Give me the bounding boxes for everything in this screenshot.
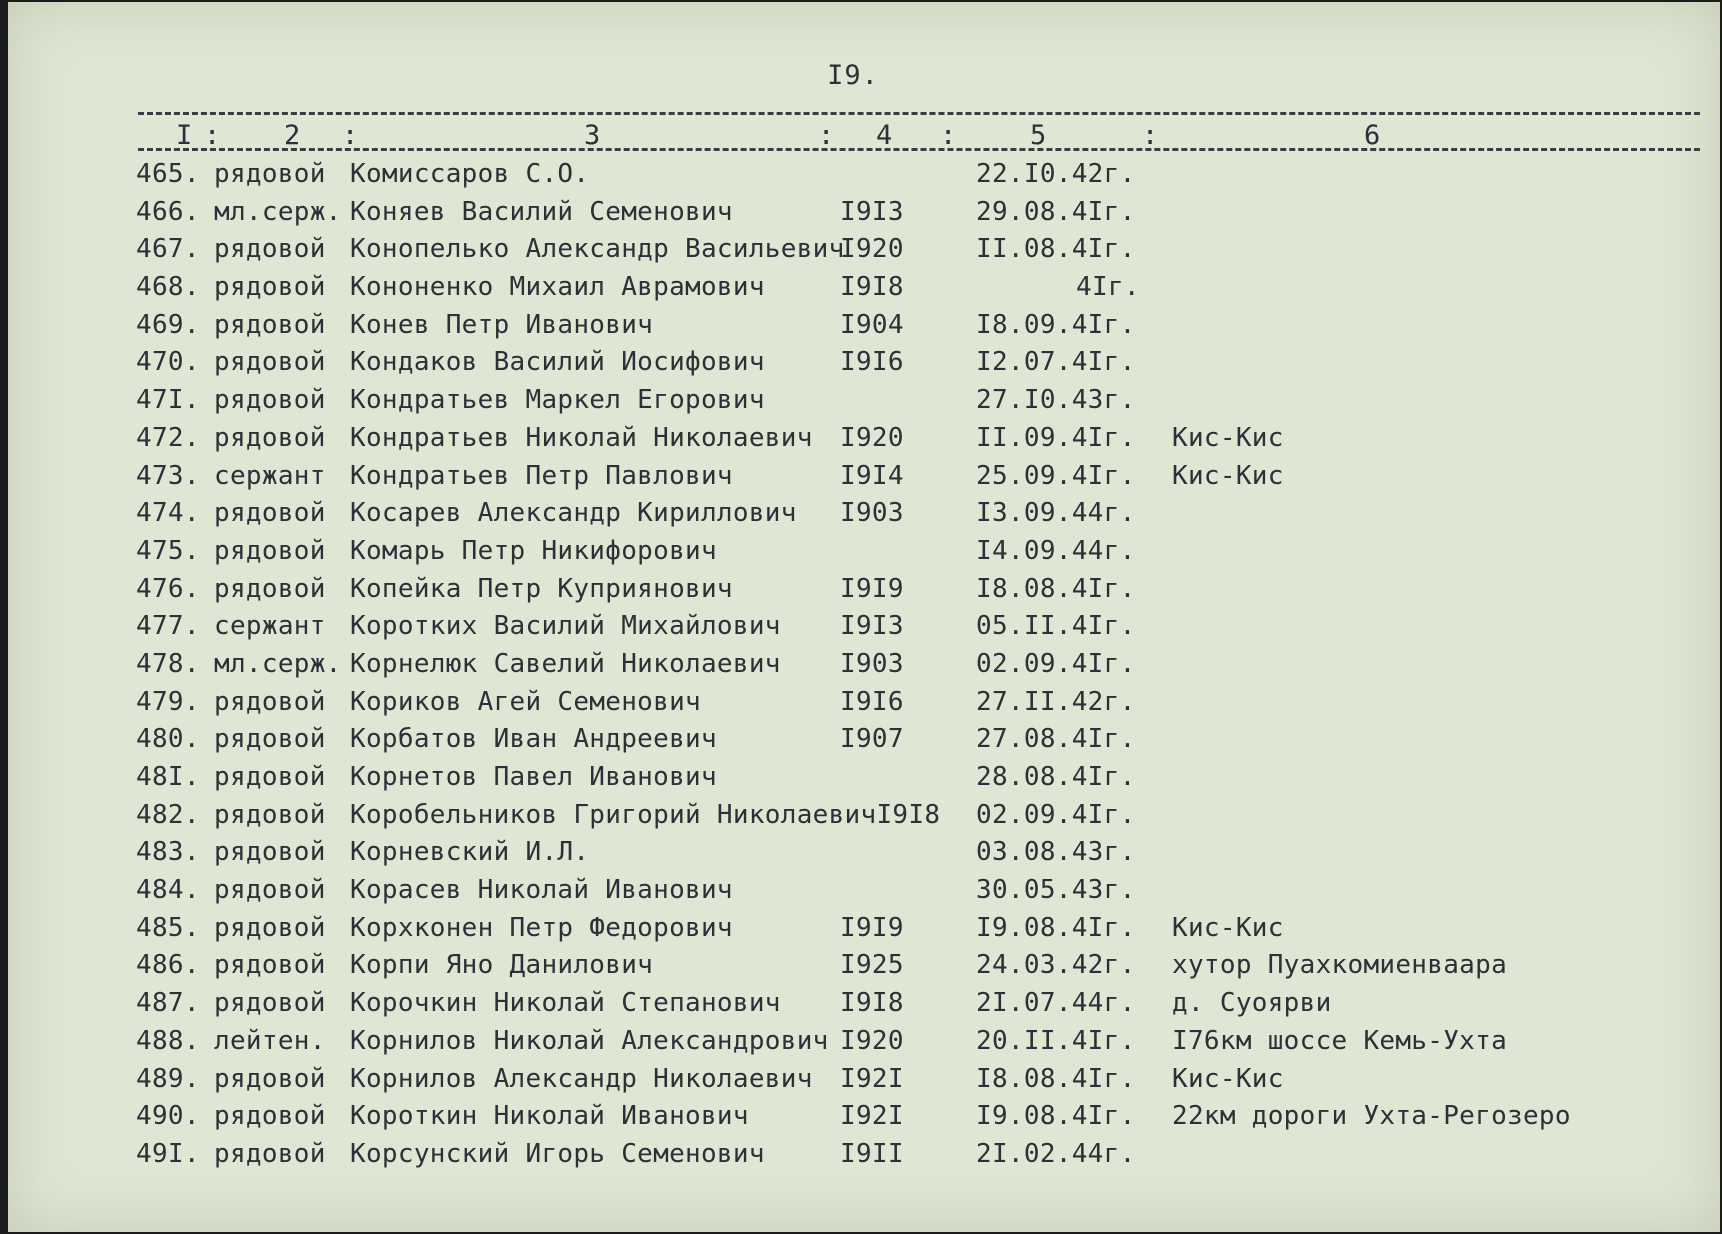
name-cell: Корхконен Петр Федорович (350, 912, 733, 943)
table-row (8, 534, 1720, 572)
date-cell: I9.08.4Iг. (976, 1101, 1136, 1132)
column-header-2: 2 (284, 120, 301, 151)
rank-cell: рядовой (214, 573, 326, 604)
place-cell: Кис-Кис (1172, 422, 1284, 453)
record-number: 470. (136, 347, 200, 378)
table-row (8, 1099, 1720, 1137)
record-number: 465. (136, 159, 200, 189)
date-cell: II.08.4Iг. (976, 234, 1136, 265)
rank-cell: рядовой (214, 159, 326, 189)
column-separator: : (1142, 120, 1159, 151)
record-number: 466. (136, 196, 200, 227)
rank-cell: рядовой (214, 988, 326, 1019)
date-cell: II.09.4Iг. (976, 422, 1136, 453)
table-row (8, 798, 1720, 836)
name-cell: Корбатов Иван Андреевич (350, 724, 717, 755)
name-cell: Корневский И.Л. (350, 837, 590, 868)
table-row (8, 1024, 1720, 1062)
record-number: 490. (136, 1101, 200, 1132)
rank-cell: рядовой (214, 234, 326, 265)
rank-cell: сержант (214, 611, 326, 642)
birth-year-cell: I903 (840, 648, 904, 679)
rank-cell: мл.серж. (214, 196, 342, 227)
column-header-6: 6 (1364, 120, 1381, 151)
rank-cell: рядовой (214, 272, 326, 303)
name-cell: Корнилов Александр Николаевич (350, 1063, 813, 1094)
record-number: 474. (136, 498, 200, 529)
rank-cell: рядовой (214, 724, 326, 755)
date-cell: 27.II.42г. (976, 686, 1136, 717)
column-separator: : (940, 120, 957, 151)
table-row (8, 1137, 1720, 1175)
record-number: 487. (136, 988, 200, 1019)
date-cell: 02.09.4Iг. (976, 799, 1136, 830)
rank-cell: рядовой (214, 837, 326, 868)
birth-year-cell: I9I8 (840, 988, 904, 1019)
record-number: 475. (136, 535, 200, 566)
name-cell: Кондаков Василий Иосифович (350, 347, 765, 378)
record-number: 468. (136, 272, 200, 303)
record-list (8, 157, 1720, 1175)
column-header-5: 5 (1030, 120, 1047, 151)
birth-year-cell: I903 (840, 498, 904, 529)
date-cell: 4Iг. (1076, 272, 1140, 303)
rank-cell: рядовой (214, 950, 326, 981)
name-cell: Конев Петр Иванович (350, 309, 654, 340)
table-row (8, 986, 1720, 1024)
name-cell: Комарь Петр Никифорович (350, 535, 717, 566)
place-cell: Кис-Кис (1172, 460, 1284, 491)
date-cell: 2I.02.44г. (976, 1138, 1136, 1169)
date-cell: I8.08.4Iг. (976, 1063, 1136, 1094)
rank-cell: рядовой (214, 1101, 326, 1132)
name-cell: Конопелько Александр Васильевич (350, 234, 845, 265)
birth-year-cell: I9I3 (840, 196, 904, 227)
table-row (8, 308, 1720, 346)
name-cell: Комиссаров С.О. (350, 159, 590, 189)
rank-cell: рядовой (214, 1063, 326, 1094)
record-number: 484. (136, 875, 200, 906)
column-header-1: I (176, 120, 193, 151)
table-row (8, 1062, 1720, 1100)
rank-cell: рядовой (214, 498, 326, 529)
date-cell: 20.II.4Iг. (976, 1025, 1136, 1056)
name-cell: Корнетов Павел Иванович (350, 762, 717, 792)
place-cell: 22км дороги Ухта-Регозеро (1172, 1101, 1571, 1132)
record-number: 48I. (136, 762, 200, 792)
record-number: 472. (136, 422, 200, 453)
column-separator: : (342, 120, 359, 151)
record-number: 49I. (136, 1138, 200, 1169)
name-cell: Корпи Яно Данилович (350, 950, 654, 981)
birth-year-cell: I92I (840, 1101, 904, 1132)
rank-cell: рядовой (214, 1138, 326, 1169)
birth-year-cell: I904 (840, 309, 904, 340)
birth-year-cell: I920 (840, 234, 904, 265)
table-row (8, 948, 1720, 986)
record-number: 47I. (136, 385, 200, 416)
rank-cell: рядовой (214, 875, 326, 906)
record-number: 489. (136, 1063, 200, 1094)
table-row (8, 459, 1720, 497)
birth-year-cell: I9I3 (840, 611, 904, 642)
record-number: 488. (136, 1025, 200, 1056)
document-page (8, 2, 1720, 1232)
record-number: 478. (136, 648, 200, 679)
header-rule-bottom (138, 148, 1700, 151)
place-cell: I76км шоссе Кемь-Ухта (1172, 1025, 1508, 1056)
name-cell: Кондратьев Петр Павлович (350, 460, 733, 491)
name-cell: Корасев Николай Иванович (350, 875, 733, 906)
date-cell: 02.09.4Iг. (976, 648, 1136, 679)
birth-year-cell: I907 (840, 724, 904, 755)
name-cell: Корочкин Николай Степанович (350, 988, 781, 1019)
place-cell: д. Суоярви (1172, 988, 1332, 1019)
birth-year-cell: I9I8 (840, 272, 904, 303)
rank-cell: рядовой (214, 686, 326, 717)
date-cell: 28.08.4Iг. (976, 762, 1136, 792)
birth-year-cell: I9I4 (840, 460, 904, 491)
table-row (8, 496, 1720, 534)
record-number: 469. (136, 309, 200, 340)
rank-cell: сержант (214, 460, 326, 491)
name-cell: Коробельников Григорий НиколаевичI9I8 (350, 799, 941, 830)
date-cell: 27.08.4Iг. (976, 724, 1136, 755)
column-separator: : (204, 120, 221, 151)
date-cell: 22.I0.42г. (976, 159, 1136, 189)
place-cell: хутор Пуахкомиенваара (1172, 950, 1508, 981)
record-number: 479. (136, 686, 200, 717)
name-cell: Копейка Петр Куприянович (350, 573, 733, 604)
date-cell: 03.08.43г. (976, 837, 1136, 868)
date-cell: I2.07.4Iг. (976, 347, 1136, 378)
rank-cell: рядовой (214, 385, 326, 416)
rank-cell: рядовой (214, 762, 326, 792)
table-row (8, 609, 1720, 647)
birth-year-cell: I9I6 (840, 347, 904, 378)
table-row (8, 157, 1720, 195)
table-row (8, 722, 1720, 760)
rank-cell: рядовой (214, 912, 326, 943)
name-cell: Коротких Василий Михайлович (350, 611, 781, 642)
date-cell: 2I.07.44г. (976, 988, 1136, 1019)
date-cell: I8.09.4Iг. (976, 309, 1136, 340)
birth-year-cell: I925 (840, 950, 904, 981)
rank-cell: лейтен. (214, 1025, 326, 1056)
date-cell: I8.08.4Iг. (976, 573, 1136, 604)
table-row (8, 232, 1720, 270)
name-cell: Корнелюк Савелий Николаевич (350, 648, 781, 679)
table-row (8, 270, 1720, 308)
table-row (8, 421, 1720, 459)
date-cell: I3.09.44г. (976, 498, 1136, 529)
header-rule-top (138, 112, 1700, 115)
name-cell: Короткин Николай Иванович (350, 1101, 749, 1132)
name-cell: Коняев Василий Семенович (350, 196, 733, 227)
birth-year-cell: I9II (840, 1138, 904, 1169)
birth-year-cell: I9I9 (840, 912, 904, 943)
table-row (8, 873, 1720, 911)
column-separator: : (818, 120, 835, 151)
record-number: 473. (136, 460, 200, 491)
table-row (8, 835, 1720, 873)
record-number: 485. (136, 912, 200, 943)
date-cell: I4.09.44г. (976, 535, 1136, 566)
rank-cell: мл.серж. (214, 648, 342, 679)
table-row (8, 911, 1720, 949)
birth-year-cell: I920 (840, 422, 904, 453)
rank-cell: рядовой (214, 422, 326, 453)
table-row (8, 685, 1720, 723)
name-cell: Кононенко Михаил Аврамович (350, 272, 765, 303)
birth-year-cell: I9I9 (840, 573, 904, 604)
table-row (8, 195, 1720, 233)
place-cell: Кис-Кис (1172, 912, 1284, 943)
record-number: 480. (136, 724, 200, 755)
date-cell: 25.09.4Iг. (976, 460, 1136, 491)
record-number: 467. (136, 234, 200, 265)
birth-year-cell: I92I (840, 1063, 904, 1094)
birth-year-cell: I920 (840, 1025, 904, 1056)
name-cell: Корсунский Игорь Семенович (350, 1138, 765, 1169)
place-cell: Кис-Кис (1172, 1063, 1284, 1094)
name-cell: Кондратьев Маркел Егорович (350, 385, 765, 416)
date-cell: 24.03.42г. (976, 950, 1136, 981)
date-cell: 27.I0.43г. (976, 385, 1136, 416)
table-row (8, 647, 1720, 685)
rank-cell: рядовой (214, 347, 326, 378)
record-number: 486. (136, 950, 200, 981)
page-number: I9. (827, 60, 879, 91)
record-number: 482. (136, 799, 200, 830)
column-header-4: 4 (876, 120, 893, 151)
name-cell: Косарев Александр Кириллович (350, 498, 797, 529)
rank-cell: рядовой (214, 535, 326, 566)
name-cell: Корнилов Николай Александрович (350, 1025, 829, 1056)
rank-cell: рядовой (214, 309, 326, 340)
record-number: 477. (136, 611, 200, 642)
table-row (8, 572, 1720, 610)
date-cell: 29.08.4Iг. (976, 196, 1136, 227)
record-number: 476. (136, 573, 200, 604)
date-cell: I9.08.4Iг. (976, 912, 1136, 943)
rank-cell: рядовой (214, 799, 326, 830)
table-row (8, 760, 1720, 798)
birth-year-cell: I9I6 (840, 686, 904, 717)
date-cell: 05.II.4Iг. (976, 611, 1136, 642)
record-number: 483. (136, 837, 200, 868)
table-row (8, 383, 1720, 421)
name-cell: Кондратьев Николай Николаевич (350, 422, 813, 453)
table-row (8, 345, 1720, 383)
date-cell: 30.05.43г. (976, 875, 1136, 906)
column-header-3: 3 (584, 120, 601, 151)
name-cell: Кориков Агей Семенович (350, 686, 701, 717)
